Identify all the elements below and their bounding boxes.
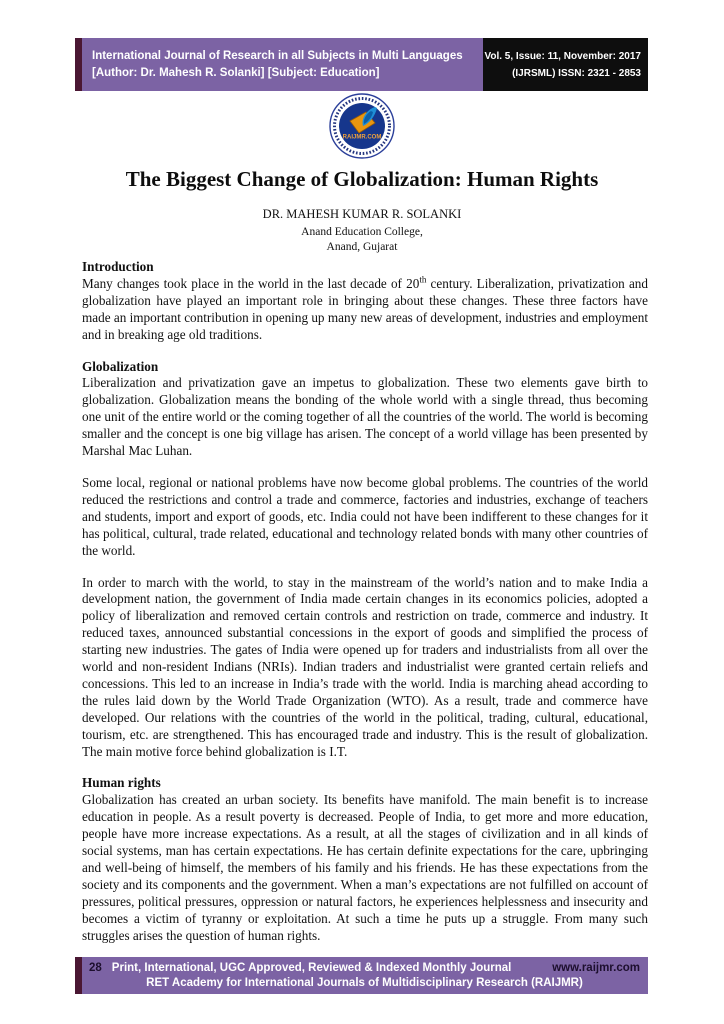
paragraph-text: Many changes took place in the world in the last decade of 20 [82,275,420,291]
page-title: The Biggest Change of Globalization: Human Rights [125,167,599,191]
paragraph [82,276,648,344]
paragraph: Some local, regional or national problems have now become global problems. The countries of the world reduced the restrictions and control a trade and commerce, factories and industries, exchange of teachers and students, import and export of goods, etc. India could not have been indifferent to these changes for it has political, cultural, trade related, educational and technology related bonds with many other countries of the world. [82,474,648,558]
section-heading-human-rights: Human rights [82,775,161,791]
paragraph: Globalization has created an urban society. Its benefits have manifold. The main benefit is to increase education in people. As a result poverty is decreased. People of India, to get more and more education, people have more increase expectations. As a result, at all the stages of civilization and in all kinds of social systems, man has certain expectations. He has certain definite expectations for the care, upbringing and well-being of himself, the members of his family and his friends. He has these expectations from the society and its components and the government. When a man’s expectations are not fulfilled on account of pressures, political pressures, oppression or natural factors, he experiences helplessness and insecurity and becomes a victim of tyranny or exploitation. At such a time he puts up a struggle. From many such struggles arises the question of human rights. [82,792,648,943]
author-name: DR. MAHESH KUMAR R. SOLANKI [262,207,462,221]
journal-footer-band [75,957,648,994]
section-heading-globalization: Globalization [82,358,159,374]
article-body [82,259,648,945]
journal-name: International Journal of Research in all Subjects in Multi Languages [92,50,463,62]
footer-journal-status: Print, International, UGC Approved, Reviewed & Indexed Monthly Journal [111,962,512,974]
footer-edge-strip [75,957,82,994]
title-block [79,167,645,254]
author-affiliation-line1: Anand Education College, [301,226,423,238]
journal-header-band [75,38,648,91]
footer-main [82,957,648,994]
paragraph-text: century. Liberalization, privatization and globalization have played an important role in bringing about these changes. These three factors have made an important contribution in opening up many new areas of development, industries and employment and in breaking age old traditions. [82,275,648,342]
footer-row1 [89,961,640,976]
footer-website: www.raijmr.com [552,962,640,974]
section-heading-introduction: Introduction [82,259,154,274]
raijmr-logo-icon [329,93,395,159]
section-introduction [82,259,648,344]
logo-text: RAIJMR.COM [342,134,382,141]
paragraph: Liberalization and privatization gave an impetus to globalization. These two elements gave birth to globalization. Globalization means the bonding of the whole world with a single thread, thus becoming one unit of the entire world or the coming together of all the countries of the world. The world is becoming smaller and the concept is one big village has arisen. The concept of a world village has been presented by Marshal Mac Luhan. [82,375,648,459]
raijmr-logo [329,93,395,164]
volume-issue: Vol. 5, Issue: 11, November: 2017 [484,51,641,62]
section-globalization [82,359,648,761]
header-issue-info [483,38,648,91]
paragraph: In order to march with the world, to stay in the mainstream of the world’s nation and to make India a development nation, the government of India made certain changes in its economics policies, adopted a policy of liberalization and removed certain controls and restriction on trade, commerce and industry. It reduced taxes, announced substantial concessions in the export of goods and simplified the process of starting new industries. The gates of India were opened up for traders and industrialists from all over the world and non-resident Indians (NRIs). Indian traders and industrialist were granted certain reliefs and concessions. This led to an increase in India’s trade with the world. India is marching ahead according to the rules laid down by the World Trade Organization (WTO). As a result, trade and commerce have developed. Our relations with the countries of the world in the political, trading, cultural, educational, tourism, etc. are strengthened. This has encouraged trade and industry. This is the result of globalization. The main motive force behind globalization is I.T. [82,574,648,759]
issn-number: (IJRSML) ISSN: 2321 - 2853 [512,68,641,79]
author-affiliation-line2: Anand, Gujarat [326,240,398,253]
header-journal-info [82,38,483,91]
journal-author-subject: [Author: Dr. Mahesh R. Solanki] [Subject: Education] [92,67,380,79]
superscript: th [419,274,427,285]
footer-academy-line: RET Academy for International Journals of Multidisciplinary Research (RAIJMR) [146,977,583,989]
page-number: 28 [89,962,102,974]
header-edge-strip [75,38,82,91]
section-human-rights [82,775,648,944]
